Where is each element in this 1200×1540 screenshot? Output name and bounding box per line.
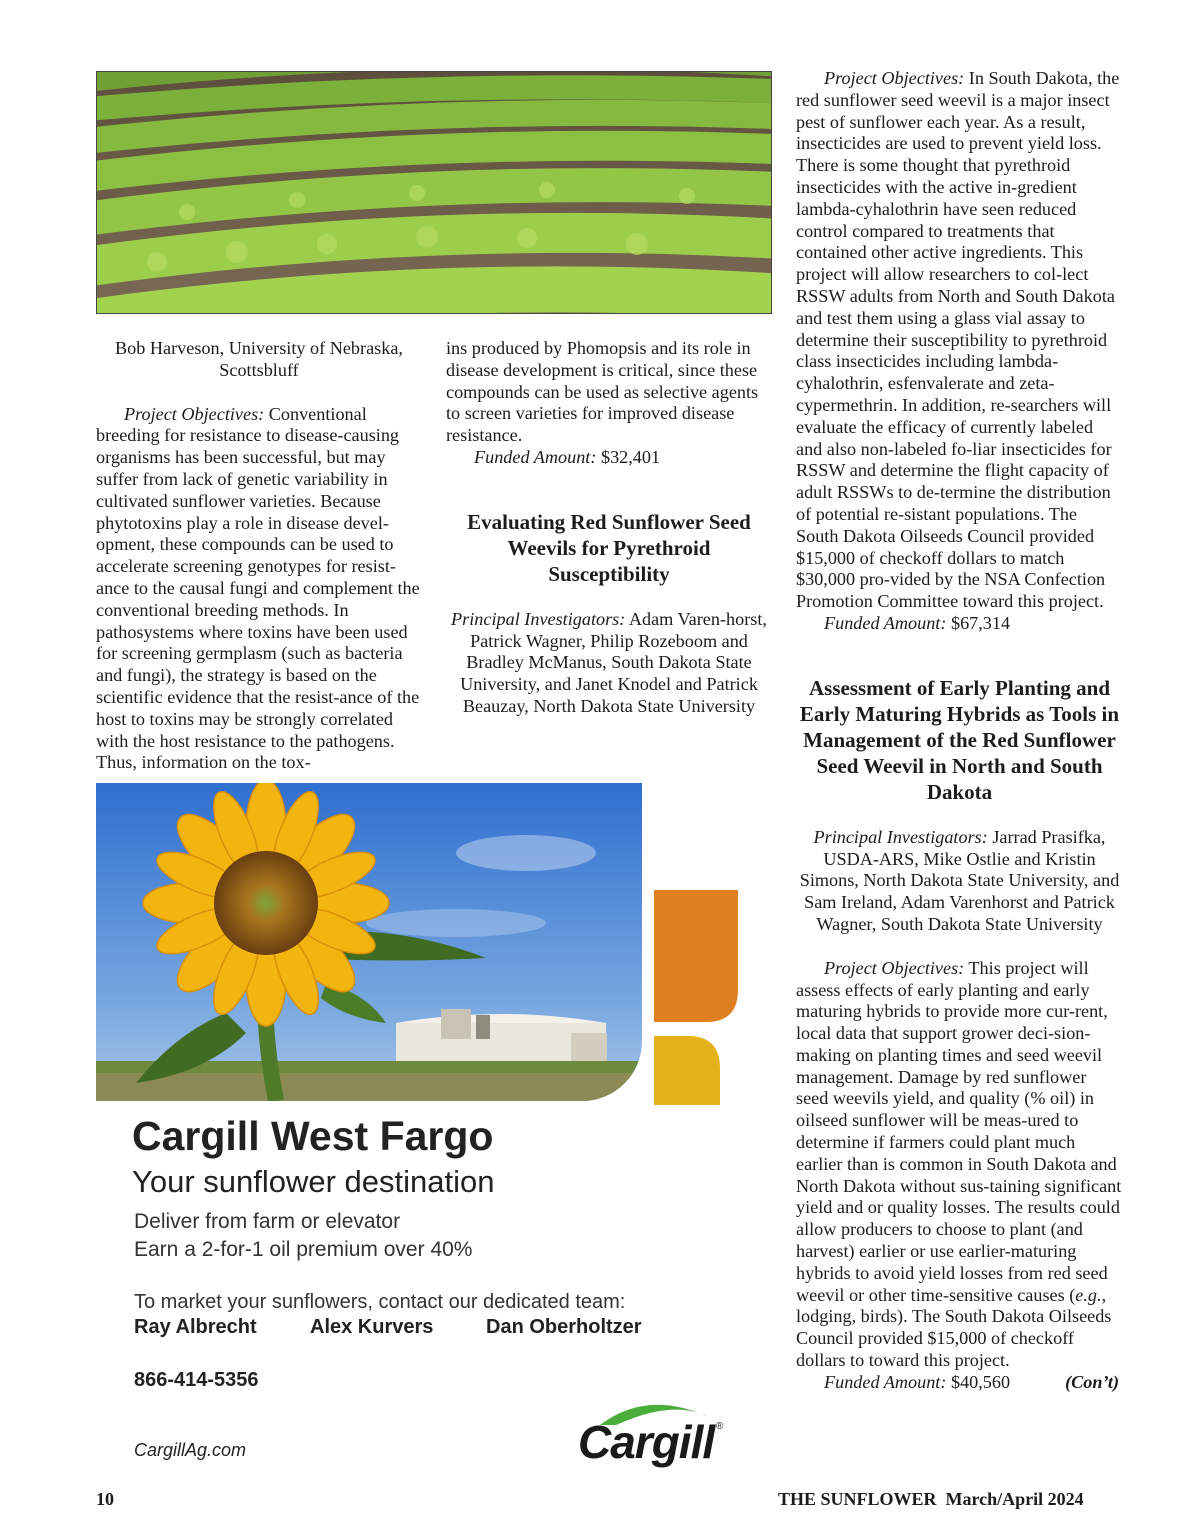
project-objectives-paragraph — [96, 404, 422, 775]
ad-benefit-line: Deliver from farm or elevator — [134, 1210, 401, 1233]
funded-value: $67,314 — [946, 612, 1011, 633]
objectives-label: Project Objectives: — [124, 403, 265, 424]
column-left — [96, 338, 422, 774]
funded-label: Funded Amount: — [824, 1371, 947, 1392]
eg-abbreviation: e.g. — [1075, 1284, 1102, 1305]
funded-amount — [446, 447, 772, 469]
logo-wordmark: Cargill — [578, 1416, 715, 1468]
project-objectives-paragraph — [796, 958, 1123, 1372]
article-title: Assessment of Early Planting and Early Maturing Hybrids as Tools in Management of the Red Sunflower Seed Weevil in North and South Dakota — [799, 675, 1120, 804]
page-number: 10 — [96, 1489, 114, 1509]
article-title: Evaluating Red Sunflower Seed Weevils for Pyrethroid Susceptibility — [467, 509, 751, 586]
contact-name: Alex Kurvers — [310, 1316, 434, 1338]
objectives-label: Project Objectives: — [824, 68, 965, 88]
pi-label: Principal Investigators: — [813, 826, 988, 847]
sunflower-field-photo — [96, 71, 772, 314]
registered-mark: ® — [716, 1421, 724, 1432]
objectives-continued: ins produced by Phomopsis and its role in disease development is critical, since these compounds can be used as selective agents to screen varieties for improved disease resistance. — [446, 338, 759, 446]
funded-amount — [796, 613, 1123, 635]
funded-amount — [796, 1372, 1123, 1394]
column-middle — [446, 338, 772, 718]
ad-website-link[interactable]: CargillAg.com — [134, 1440, 247, 1460]
cargill-logo — [578, 1395, 728, 1467]
ad-contact-line: To market your sunflowers, contact our dedicated team: — [134, 1291, 626, 1313]
objectives-text: Conventional breeding for resistance to disease-causing organisms has been successful, but may suffer from lack of genetic variability in cultivated sunflower varieties. Because phytotoxins play a role in disease devel-opment, these compounds can be used to accelerate screening genotypes for resist-ance to the causal fungi and complement the conventional breeding methods. In pathosystems where toxins have been used for screening germplasm (such as bacteria and fungi), the strategy is based on the scientific evidence that the resist-ance of the host to toxins may be strongly correlated with the host resistance to the pathogens. Thus, information on the tox- — [96, 403, 420, 773]
funded-label: Funded Amount: — [824, 612, 947, 633]
continued-marker: (Con’t) — [1065, 1371, 1119, 1392]
column-right — [796, 68, 1123, 1394]
project-objectives-paragraph — [796, 68, 1123, 613]
ad-benefit-line: Earn a 2-for-1 oil premium over 40% — [134, 1238, 473, 1261]
magazine-issue: THE SUNFLOWER March/April 2024 — [778, 1489, 1084, 1509]
principal-investigators — [446, 609, 772, 718]
funded-value: $32,401 — [596, 446, 661, 467]
contact-name: Ray Albrecht — [134, 1316, 257, 1338]
pi-label: Principal Investigators: — [451, 608, 626, 629]
objectives-text: In South Dakota, the red sunflower seed weevil is a major insect pest of sunflower each year. As a result, insecticides are used to prevent yield loss. There is some thought that pyrethroid insecticides with the active in-gredient lambda-cyhalothrin have seen reduced control compared to treatments that contained other active ingredients. This project will allow researchers to col-lect RSSW adults from North and South Dakota and test them using a glass vial assay to determine their susceptibility to pyrethroid class insecticides including lambda-cyhalothrin, esfenvalerate and zeta-cypermethrin. In addition, re-searchers will evaluate the efficacy of currently labeled and also non-labeled fo-liar insecticides for RSSW and determine the flight capacity of adult RSSWs to de-termine the distribution of potential re-sistant populations. The South Dakota Oilseeds Council provided $15,000 of checkoff dollars to match $30,000 pro-vided by the NSA Confection Promotion Committee toward this project. — [796, 68, 1120, 612]
funded-label: Funded Amount: — [474, 446, 597, 467]
cargill-advertisement — [96, 783, 756, 1483]
ad-subtitle: Your sunflower destination — [132, 1164, 495, 1199]
sunflower-photo — [96, 783, 642, 1101]
objectives-text: This project will assess effects of early planting and early maturing hybrids to provide more cur-rent, local data that support grower deci-sion-making on planting times and seed weevil management. Damage by red sunflower seed weevils yield, and quality (% oil) in oilseed sunflower will be meas-ured to determine if farmers could plant much earlier than is common in South Dakota and North Dakota without sus-taining significant yield and or quality losses. The results could allow producers to choose to plant (and harvest) earlier or use earlier-maturing hybrids to avoid yield losses from red seed weevil or other time-sensitive causes ( — [796, 957, 1122, 1305]
objectives-label: Project Objectives: — [824, 957, 965, 978]
pi-text: Adam Varen-horst, Patrick Wagner, Philip Rozeboom and Bradley McManus, South Dakota State University, and Janet Knodel and Patrick Beauzay, North Dakota State University — [460, 608, 767, 716]
ad-title: Cargill West Fargo — [132, 1113, 494, 1159]
objectives-text-end: , lodging, birds). The South Dakota Oilseeds Council provided $15,000 of checkoff dollars to toward this project. — [796, 1284, 1112, 1371]
ad-decorative-blocks — [652, 890, 742, 1105]
contact-name: Dan Oberholtzer — [486, 1316, 642, 1338]
ad-phone-number: 866-414-5356 — [134, 1369, 259, 1391]
byline: Bob Harveson, University of Nebraska, Scottsbluff — [115, 338, 403, 380]
principal-investigators — [796, 827, 1123, 936]
funded-value: $40,560 — [946, 1371, 1011, 1392]
pi-text: Jarrad Prasifka, USDA-ARS, Mike Ostlie and Kristin Simons, North Dakota State University, and Sam Ireland, Adam Varenhorst and Patrick Wagner, South Dakota State University — [799, 826, 1120, 934]
